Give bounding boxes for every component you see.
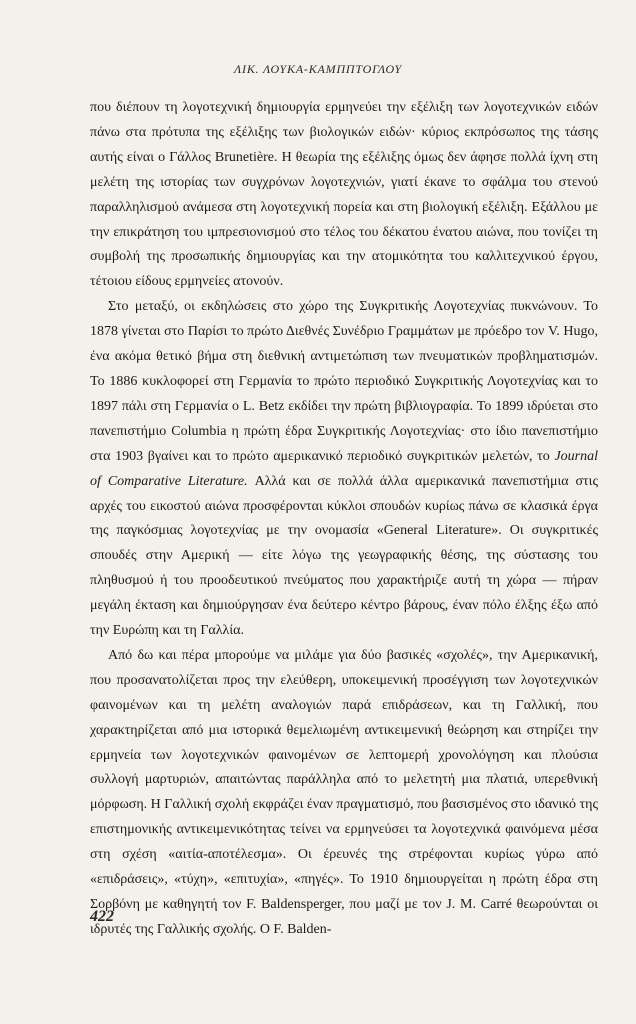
paragraph-1 xyxy=(90,96,598,295)
paragraph-3 xyxy=(90,644,598,943)
running-header: ΛΙΚ. ΛΟΥΚΑ-ΚΑΜΠΠΤΟΓΛΟΥ xyxy=(233,62,402,76)
paragraph-2-text-after: Αλλά και σε πολλά άλλα αμερικανικά πανεπιστήμια στις αρχές του εικοστού αιώνα προσφέρονται κύκλοι σπουδών κυρίως πάνω σε κλασικά έργα της παγκόσμιας λογοτεχνίας με την ονομασία «General Literature». Οι συγκριτικές σπουδές στην Αμερική — είτε λόγω της γεωγραφικής θέσης, της σύστασης του πληθυσμού ή του προοδευτικού πνεύματος που χαρακτήριζε αυτή τη χώρα — πήραν μεγάλη έκταση και δημιούργησαν ένα δεύτερο κέντρο βάρους, έναν πόλο έλξης έξω από την Ευρώπη και τη Γαλλία. xyxy=(90,473,598,639)
journal-title: Journal of Comparative Literature. xyxy=(90,448,598,489)
paragraph-1-text: που διέπουν τη λογοτεχνική δημιουργία ερμηνεύει την εξέλιξη των λογοτεχνικών ειδών πάνω στα πρότυπα της εξέλιξης των βιολογικών ειδών· κύριος εκπρόσωπος της τάσης αυτής είναι ο Γάλλος Brunetière. Η θεωρία της εξέλιξης όμως δεν άφησε πολλά ίχνη στη μελέτη της ιστορίας των συγχρόνων λογοτεχνιών, γιατί έκανε το σφάλμα του στενού παραλληλισμού ανάμεσα στη λογοτεχνική πορεία και στη βιολογική εξέλιξη. Εξάλλου με την επικράτηση του ιμπρεσιονισμού στο τέλος του δέκατου ένατου αιώνα, που τονίζει τη συμβολή της προσωπικής δημιουργίας και την ατομικότητα του καλλιτεχνικού έργου, τέτοιου είδους ερμηνείες ατονούν. xyxy=(90,100,598,290)
body-text xyxy=(90,96,598,943)
page-number: 422 xyxy=(90,908,114,925)
paragraph-3-text: Από δω και πέρα μπορούμε να μιλάμε για δύο βασικές «σχολές», την Αμερικανική, που προσανατολίζεται προς την ελεύθερη, υποκειμενική προσέγγιση των λογοτεχνικών φαινομένων και τη μελέτη αναλογιών παρά επιδράσεων, και τη Γαλλική, που χαρακτηρίζεται από μια ιστορικά θεμελιωμένη αντικειμενική θεώρηση και στηρίζει την ερμηνεία των λογοτεχνικών φαινομένων σε λεπτομερή χρονολόγηση και πλούσια συλλογή μαρτυριών, απαιτώντας παράλληλα από το μελετητή μια πλατιά, υπερεθνική μόρφωση. Η Γαλλική σχολή εκφράζει έναν πραγματισμό, που βασισμένος στο ιδανικό της επιστημονικής αντικειμενικότητας τείνει να ερμηνεύσει τα λογοτεχνικά φαινόμενα μέσα στη σχέση «αιτία-αποτέλεσμα». Οι έρευνές της στρέφονται κυρίως γύρω από «επιδράσεις», «τύχη», «επιτυχία», «πηγές». Το 1910 δημιουργείται η πρώτη έδρα στη Σορβόνη με καθηγητή τον F. Baldensperger, που μαζί με τον J. M. Carré θεωρούνται οι ιδρυτές της Γαλλικής σχολής. Ο F. Balden- xyxy=(90,647,598,937)
paragraph-2 xyxy=(90,295,598,644)
paragraph-2-text-before: Στο μεταξύ, οι εκδηλώσεις στο χώρο της Συγκριτικής Λογοτεχνίας πυκνώνουν. Το 1878 γίνεται στο Παρίσι το πρώτο Διεθνές Συνέδριο Γραμμάτων με πρόεδρο τον V. Hugo, ένα ακόμα θετικό βήμα στη διεθνική αντιμετώπιση των πνευματικών προβληματισμών. Το 1886 κυκλοφορεί στη Γερμανία το πρώτο περιοδικό Συγκριτικής Λογοτεχνίας και το 1897 πάλι στη Γερμανία ο L. Betz εκδίδει την πρώτη βιβλιογραφία. Το 1899 ιδρύεται στο πανεπιστήμιο Columbia η πρώτη έδρα Συγκριτικής Λογοτεχνίας· στο ίδιο πανεπιστήμιο στα 1903 βγαίνει και το πρώτο αμερικανικό περιοδικό συγκριτικών μελετών, το xyxy=(90,299,598,464)
